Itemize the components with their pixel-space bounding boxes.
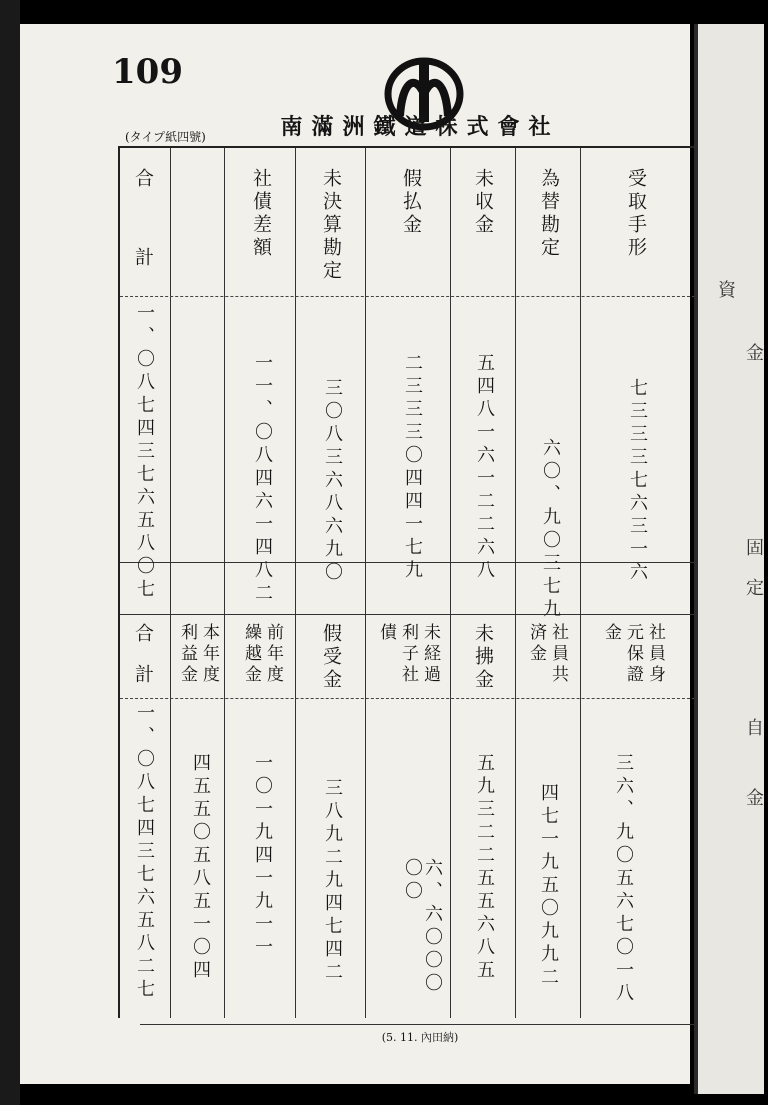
upper-header-suspense-payment: 假払金 [400, 168, 422, 237]
lower-value-total: 一、〇八七四三七六五八二七 [134, 703, 155, 1002]
upper-value-receivable-notes: 七三三三七六三一六 [627, 378, 648, 585]
upper-header-total: 合計 [132, 168, 154, 326]
lower-value-current-profit: 四五五〇五八五一〇四 [190, 753, 211, 983]
upper-header-receivable-notes: 受取手形 [625, 168, 647, 260]
ledger-page [20, 24, 690, 1084]
lower-header-carried-forward: 前年度繰越金 [241, 623, 283, 686]
ledger-table [118, 146, 707, 1018]
scan-left-edge [0, 0, 20, 1105]
upper-value-suspense-payment: 二三三三〇四四一七九 [402, 353, 423, 583]
upper-header-unsettled-account: 未決算勘定 [320, 168, 342, 283]
upper-value-total: 一、〇八七四三七六五八〇七 [134, 303, 155, 602]
upper-value-accrued-receivable: 五四八一六一二二六八 [474, 353, 495, 583]
upper-header-bond-discount: 社債差額 [250, 168, 272, 260]
company-name: 南滿洲鐵道株式會社 [280, 114, 560, 140]
paper-type-note: (タイプ紙四號) [125, 130, 206, 144]
strip-mark: 自 [746, 718, 764, 739]
lower-header-current-profit: 本年度利益金 [177, 623, 219, 686]
lower-header-suspense-receipt: 假受金 [320, 623, 342, 692]
lower-value-employee-mutual: 四七一九五〇九九二 [538, 783, 559, 990]
lower-value-unexpired-interest: 六、六〇〇〇〇〇 [402, 858, 443, 996]
lower-header-employee-guarantee: 社員身元保證金 [601, 623, 665, 686]
upper-value-unsettled-account: 三〇八三六八六九〇 [322, 378, 343, 585]
upper-value-bond-discount: 一一、〇八四六一四八二 [252, 353, 273, 606]
upper-header-exchange-account: 為替勘定 [538, 168, 560, 260]
strip-mark: 金 [746, 343, 764, 364]
page-number: 109 [112, 52, 183, 92]
lower-value-suspense-receipt: 三八九二九四七四二 [322, 778, 343, 985]
strip-mark: 資 [718, 280, 736, 301]
adjacent-page-strip [694, 24, 764, 1094]
lower-header-unpaid: 未拂金 [472, 623, 494, 692]
lower-value-carried-forward: 一〇一九四一九一一 [252, 753, 273, 960]
lower-header-employee-mutual: 社員共済金 [526, 623, 568, 686]
lower-header-total: 合計 [132, 623, 154, 705]
lower-header-unexpired-interest: 未経過利子社債 [376, 623, 440, 686]
footer-note: (5. 11. 內田納) [140, 1024, 700, 1045]
strip-mark: 金 [746, 788, 764, 809]
upper-header-accrued-receivable: 未収金 [472, 168, 494, 237]
strip-mark: 定 [746, 578, 764, 599]
upper-value-exchange-account: 六〇、九〇三七九 [540, 438, 561, 622]
lower-value-unpaid: 五九三二二五五六八五 [474, 753, 495, 983]
strip-mark: 固 [746, 538, 764, 559]
lower-value-employee-guarantee: 三六、九〇五六七〇一八 [613, 753, 634, 1006]
